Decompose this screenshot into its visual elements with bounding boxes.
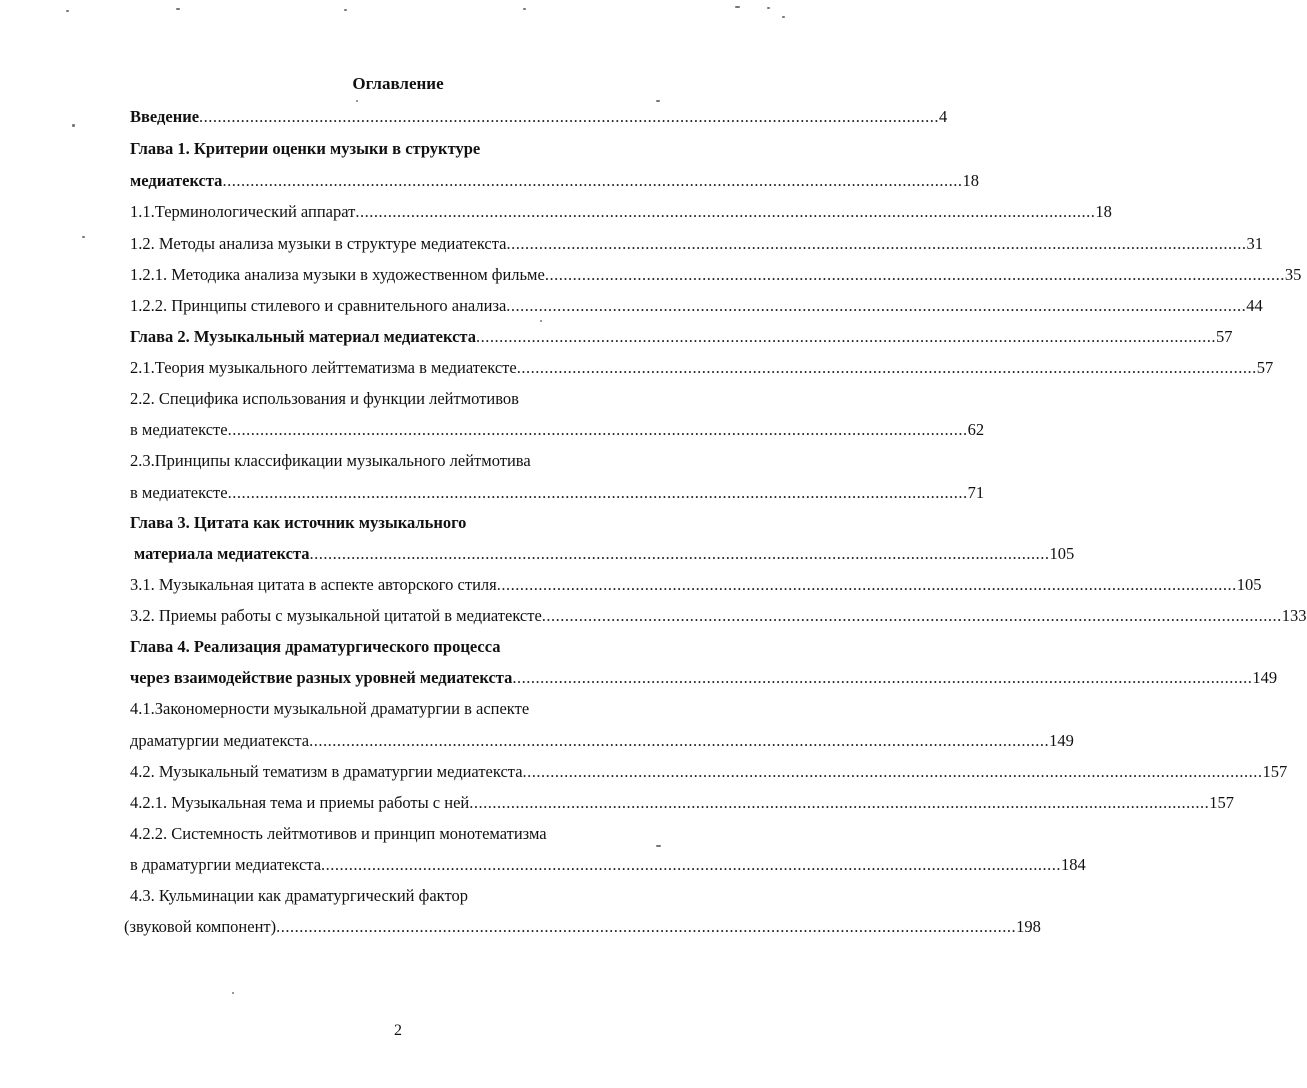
toc-entry-text: 1.2. Методы анализа музыки в структуре медиатекста xyxy=(130,234,507,253)
scan-speck xyxy=(656,100,660,102)
dot-leader: ................................................................................................................................................................ xyxy=(276,917,1017,936)
toc-entry-4-1 xyxy=(130,729,1074,753)
dot-leader: ................................................................................................................................................................ xyxy=(309,731,1050,750)
toc-entry-text: 4.1.Закономерности музыкальной драматургии в аспекте xyxy=(130,699,530,718)
scan-speck xyxy=(356,100,358,102)
scan-speck xyxy=(232,992,234,994)
toc-entry-text: через взаимодействие разных уровней медиатекста xyxy=(130,668,513,687)
toc-entry-4-2-2 xyxy=(130,853,1086,877)
toc-entry-page: 149 xyxy=(1252,668,1278,687)
toc-entry-1-1 xyxy=(130,200,1112,224)
dot-leader: ................................................................................................................................................................ xyxy=(512,668,1253,687)
toc-entry-1-2 xyxy=(130,232,1263,256)
scan-speck xyxy=(523,8,526,10)
toc-entry-text: драматургии медиатекста xyxy=(130,731,310,750)
toc-entry-chapter-3 xyxy=(134,542,1075,566)
toc-entry-page: 71 xyxy=(967,483,985,502)
toc-entry-4-3-heading xyxy=(130,884,752,908)
toc-entry-4-2 xyxy=(130,760,1288,784)
toc-entry-1-2-1 xyxy=(130,263,1302,287)
page-title: Оглавление xyxy=(352,74,444,93)
scan-speck xyxy=(176,8,180,10)
toc-entry-page: 57 xyxy=(1256,358,1274,377)
toc-entry-4-1-heading xyxy=(130,697,752,721)
toc-entry-page: 133 xyxy=(1281,606,1307,625)
scan-speck xyxy=(66,10,69,12)
toc-entry-4-2-1 xyxy=(130,791,1234,815)
toc-entry-text: 1.2.2. Принципы стилевого и сравнительного анализа xyxy=(130,296,507,315)
toc-entry-chapter-2 xyxy=(130,325,1233,349)
toc-entry-text: 2.2. Специфика использования и функции лейтмотивов xyxy=(130,389,519,408)
toc-entry-chapter-3-heading xyxy=(130,511,752,535)
scan-speck xyxy=(82,236,85,238)
toc-entry-text: (звуковой компонент) xyxy=(124,917,277,936)
toc-entry-text: Глава 2. Музыкальный материал медиатекста xyxy=(130,327,476,346)
dot-leader: ................................................................................................................................................................ xyxy=(227,420,968,439)
scan-speck xyxy=(344,9,347,11)
toc-entry-page: 105 xyxy=(1049,544,1075,563)
toc-entry-2-1 xyxy=(130,356,1274,380)
toc-entry-text: в медиатексте xyxy=(130,420,228,439)
toc-entry-3-2 xyxy=(130,604,1307,628)
toc-entry-text: 4.2. Музыкальный тематизм в драматургии медиатекста xyxy=(130,762,523,781)
toc-entry-chapter-4-heading xyxy=(130,635,752,659)
toc-entry-text: медиатекста xyxy=(130,171,223,190)
scan-speck xyxy=(540,320,542,322)
toc-entry-page: 157 xyxy=(1209,793,1234,812)
toc-entry-text: в драматургии медиатекста xyxy=(130,855,322,874)
toc-entry-text: материала медиатекста xyxy=(134,544,310,563)
dot-leader: ................................................................................................................................................................ xyxy=(544,265,1285,284)
toc-entry-page: 157 xyxy=(1262,762,1288,781)
toc-entry-page: 149 xyxy=(1049,731,1074,750)
scan-speck xyxy=(767,7,770,9)
dot-leader: ................................................................................................................................................................ xyxy=(475,327,1216,346)
toc-entry-page: 184 xyxy=(1061,855,1086,874)
toc-entry-page: 4 xyxy=(939,107,948,126)
dot-leader: ................................................................................................................................................................ xyxy=(309,544,1050,563)
toc-entry-text: 3.2. Приемы работы с музыкальной цитатой в медиатексте xyxy=(130,606,542,625)
toc-entry-text: 3.1. Музыкальная цитата в аспекте авторского стиля xyxy=(130,575,497,594)
scan-speck xyxy=(72,124,75,127)
dot-leader: ................................................................................................................................................................ xyxy=(506,296,1247,315)
toc-entry-3-1 xyxy=(130,573,1262,597)
toc-entry-page: 18 xyxy=(962,171,979,190)
toc-entry-4-2-2-heading xyxy=(130,822,752,846)
toc-entry-text: 2.3.Принципы классификации музыкального лейтмотива xyxy=(130,451,531,470)
toc-entry-text: 1.1.Терминологический аппарат xyxy=(130,202,356,221)
toc-entry-text: 2.1.Теория музыкального лейттематизма в медиатексте xyxy=(130,358,517,377)
toc-entry-page: 105 xyxy=(1236,575,1262,594)
dot-leader: ................................................................................................................................................................ xyxy=(355,202,1096,221)
page-number: 2 xyxy=(394,1022,402,1039)
toc-entry-introduction xyxy=(130,105,948,129)
toc-entry-page: 35 xyxy=(1284,265,1302,284)
toc-entry-page: 44 xyxy=(1246,296,1263,315)
toc-entry-page: 198 xyxy=(1016,917,1041,936)
toc-entry-text: 1.2.1. Методика анализа музыки в художественном фильме xyxy=(130,265,545,284)
toc-entry-text: Глава 1. Критерии оценки музыки в структуре xyxy=(130,139,481,158)
toc-entry-text: в медиатексте xyxy=(130,483,228,502)
dot-leader: ................................................................................................................................................................ xyxy=(541,606,1282,625)
dot-leader: ................................................................................................................................................................ xyxy=(227,483,968,502)
dot-leader: ................................................................................................................................................................ xyxy=(469,793,1210,812)
toc-entry-page: 18 xyxy=(1095,202,1112,221)
dot-leader: ................................................................................................................................................................ xyxy=(522,762,1263,781)
toc-entry-4-3 xyxy=(124,915,1041,939)
dot-leader: ................................................................................................................................................................ xyxy=(199,107,940,126)
scan-speck xyxy=(656,845,661,847)
toc-entry-page: 31 xyxy=(1246,234,1263,253)
toc-entry-text: 4.2.1. Музыкальная тема и приемы работы с ней xyxy=(130,793,470,812)
toc-entry-2-2-heading xyxy=(130,387,752,411)
toc-entry-page: 57 xyxy=(1215,327,1233,346)
toc-entry-2-2 xyxy=(130,418,985,442)
toc-entry-1-2-2 xyxy=(130,294,1263,318)
scan-speck xyxy=(735,6,740,8)
dot-leader: ................................................................................................................................................................ xyxy=(516,358,1257,377)
toc-entry-text: Введение xyxy=(130,107,200,126)
toc-entry-text: 4.3. Кульминации как драматургический фактор xyxy=(130,886,468,905)
toc-entry-text: Глава 4. Реализация драматургического процесса xyxy=(130,637,501,656)
toc-entry-chapter-1-heading xyxy=(130,137,752,161)
dot-leader: ................................................................................................................................................................ xyxy=(222,171,963,190)
toc-entry-chapter-4 xyxy=(130,666,1278,690)
scan-speck xyxy=(782,16,785,18)
toc-entry-page: 62 xyxy=(967,420,985,439)
toc-entry-chapter-1 xyxy=(130,169,979,193)
toc-entry-text: 4.2.2. Системность лейтмотивов и принцип монотематизма xyxy=(130,824,547,843)
dot-leader: ................................................................................................................................................................ xyxy=(496,575,1237,594)
dot-leader: ................................................................................................................................................................ xyxy=(506,234,1247,253)
toc-entry-text: Глава 3. Цитата как источник музыкального xyxy=(130,513,467,532)
toc-entry-2-3-heading xyxy=(130,449,752,473)
toc-entry-2-3 xyxy=(130,481,985,505)
dot-leader: ................................................................................................................................................................ xyxy=(321,855,1062,874)
